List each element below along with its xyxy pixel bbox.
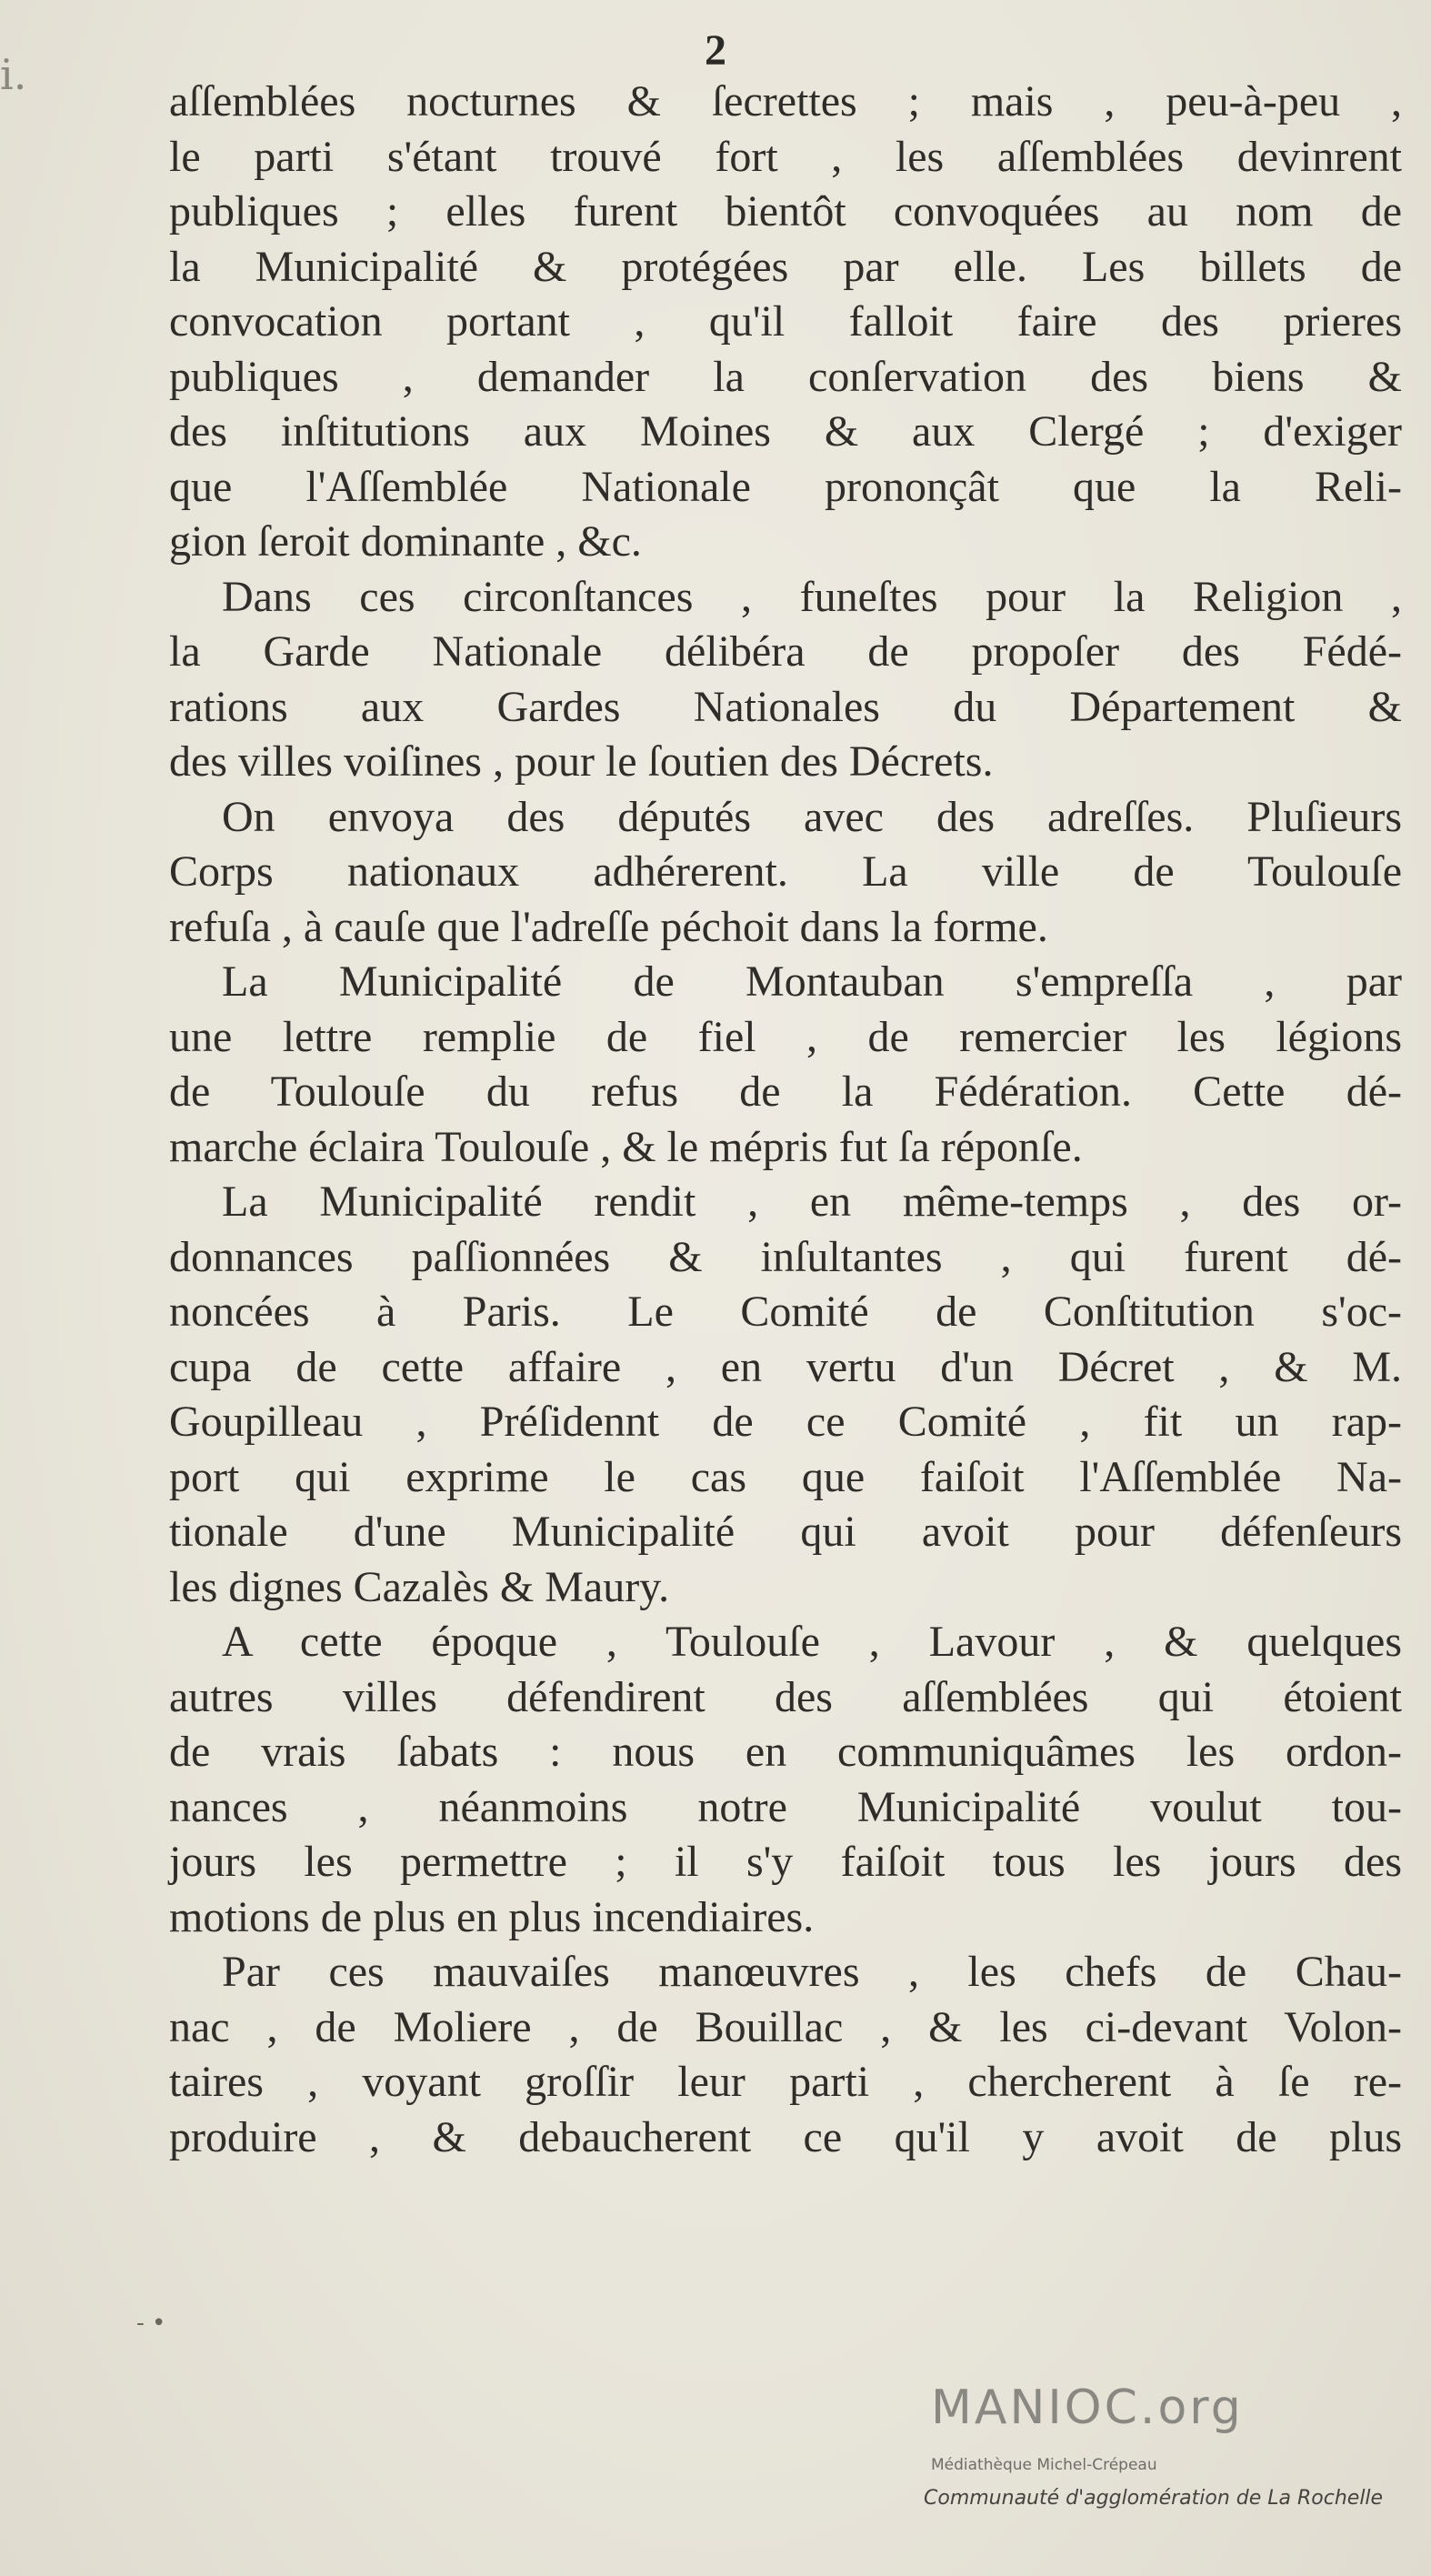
library-name: Médiathèque Michel-Crépeau — [931, 2456, 1157, 2474]
text-line: Corps nationaux adhérerent. La ville de Toulouſe — [169, 847, 1402, 896]
text-line: les dignes Cazalès & Maury. — [169, 1562, 670, 1611]
text-line: la Municipalité & protégées par elle. Les billets de — [169, 242, 1402, 291]
text-line: la Garde Nationale délibéra de propoſer des Fédé- — [169, 627, 1402, 676]
text-line: La Municipalité de Montauban s'empreſſa , par — [222, 957, 1402, 1006]
text-line: marche éclaira Toulouſe , & le mépris fut ſa réponſe. — [169, 1122, 1083, 1171]
text-line: produire , & debaucherent ce qu'il y avoit de plus — [169, 2112, 1402, 2161]
text-line: motions de plus en plus incendiaires. — [169, 1892, 815, 1941]
text-line: nac , de Moliere , de Bouillac , & les ci-devant Volon- — [169, 2002, 1402, 2051]
text-line: de vrais ſabats : nous en communiquâmes les ordon- — [169, 1728, 1402, 1776]
text-line: convocation portant , qu'il falloit faire des prieres — [169, 297, 1402, 346]
stray-mark: - • — [136, 2310, 166, 2337]
institution-name: Communauté d'agglomération de La Rochelle — [924, 2487, 1384, 2510]
text-line: que l'Aſſemblée Nationale prononçât que la Reli- — [169, 462, 1402, 511]
text-line: des villes voiſines , pour le ſoutien des Décrets. — [169, 737, 994, 786]
text-line: de Toulouſe du refus de la Fédération. Cette dé- — [169, 1067, 1402, 1116]
text-line: Goupilleau , Préſidennt de ce Comité , fit un rap- — [169, 1398, 1402, 1446]
text-line: port qui exprime le cas que faiſoit l'Aſſemblée Na- — [169, 1452, 1402, 1501]
text-line: On envoya des députés avec des adreſſes. Pluſieurs — [222, 792, 1402, 841]
text-line: taires , voyant groſſir leur parti , chercherent à ſe re- — [169, 2058, 1402, 2106]
text-line: rations aux Gardes Nationales du Département & — [169, 682, 1402, 731]
page-number: 2 — [705, 26, 726, 75]
margin-mark: i. — [0, 50, 27, 99]
text-line: A cette époque , Toulouſe , Lavour , & quelques — [222, 1618, 1402, 1666]
text-line: La Municipalité rendit , en même-temps , des or- — [222, 1178, 1402, 1226]
text-line: noncées à Paris. Le Comité de Conſtitution s'oc- — [169, 1288, 1402, 1336]
text-line: publiques , demander la conſervation des biens & — [169, 352, 1402, 401]
text-line: gion ſeroit dominante , &c. — [169, 517, 642, 566]
text-line: Par ces mauvaiſes manœuvres , les chefs de Chau- — [222, 1948, 1402, 1996]
text-line: autres villes défendirent des aſſemblées qui étoient — [169, 1672, 1402, 1721]
text-line: une lettre remplie de fiel , de remercier les légions — [169, 1012, 1402, 1061]
text-line: jours les permettre ; il s'y faiſoit tous les jours des — [169, 1838, 1402, 1886]
manioc-logo: MANIOC.org — [931, 2381, 1244, 2435]
text-line: cupa de cette affaire , en vertu d'un Décret , & M. — [169, 1342, 1402, 1391]
text-line: Dans ces circonſtances , funeſtes pour la Religion , — [222, 572, 1402, 621]
text-line: donnances paſſionnées & inſultantes , qui furent dé- — [169, 1232, 1402, 1281]
text-line: tionale d'une Municipalité qui avoit pour défenſeurs — [169, 1508, 1402, 1556]
text-line: nances , néanmoins notre Municipalité voulut tou- — [169, 1782, 1402, 1831]
text-line: refuſa , à cauſe que l'adreſſe péchoit dans la forme. — [169, 902, 1048, 951]
text-line: le parti s'étant trouvé fort , les aſſemblées devinrent — [169, 132, 1402, 181]
text-line: aſſemblées nocturnes & ſecrettes ; mais , peu-à-peu , — [169, 77, 1402, 125]
text-line: des inſtitutions aux Moines & aux Clergé ; d'exiger — [169, 407, 1402, 456]
text-line: publiques ; elles furent bientôt convoquées au nom de — [169, 187, 1402, 236]
body-text — [169, 75, 1402, 2165]
